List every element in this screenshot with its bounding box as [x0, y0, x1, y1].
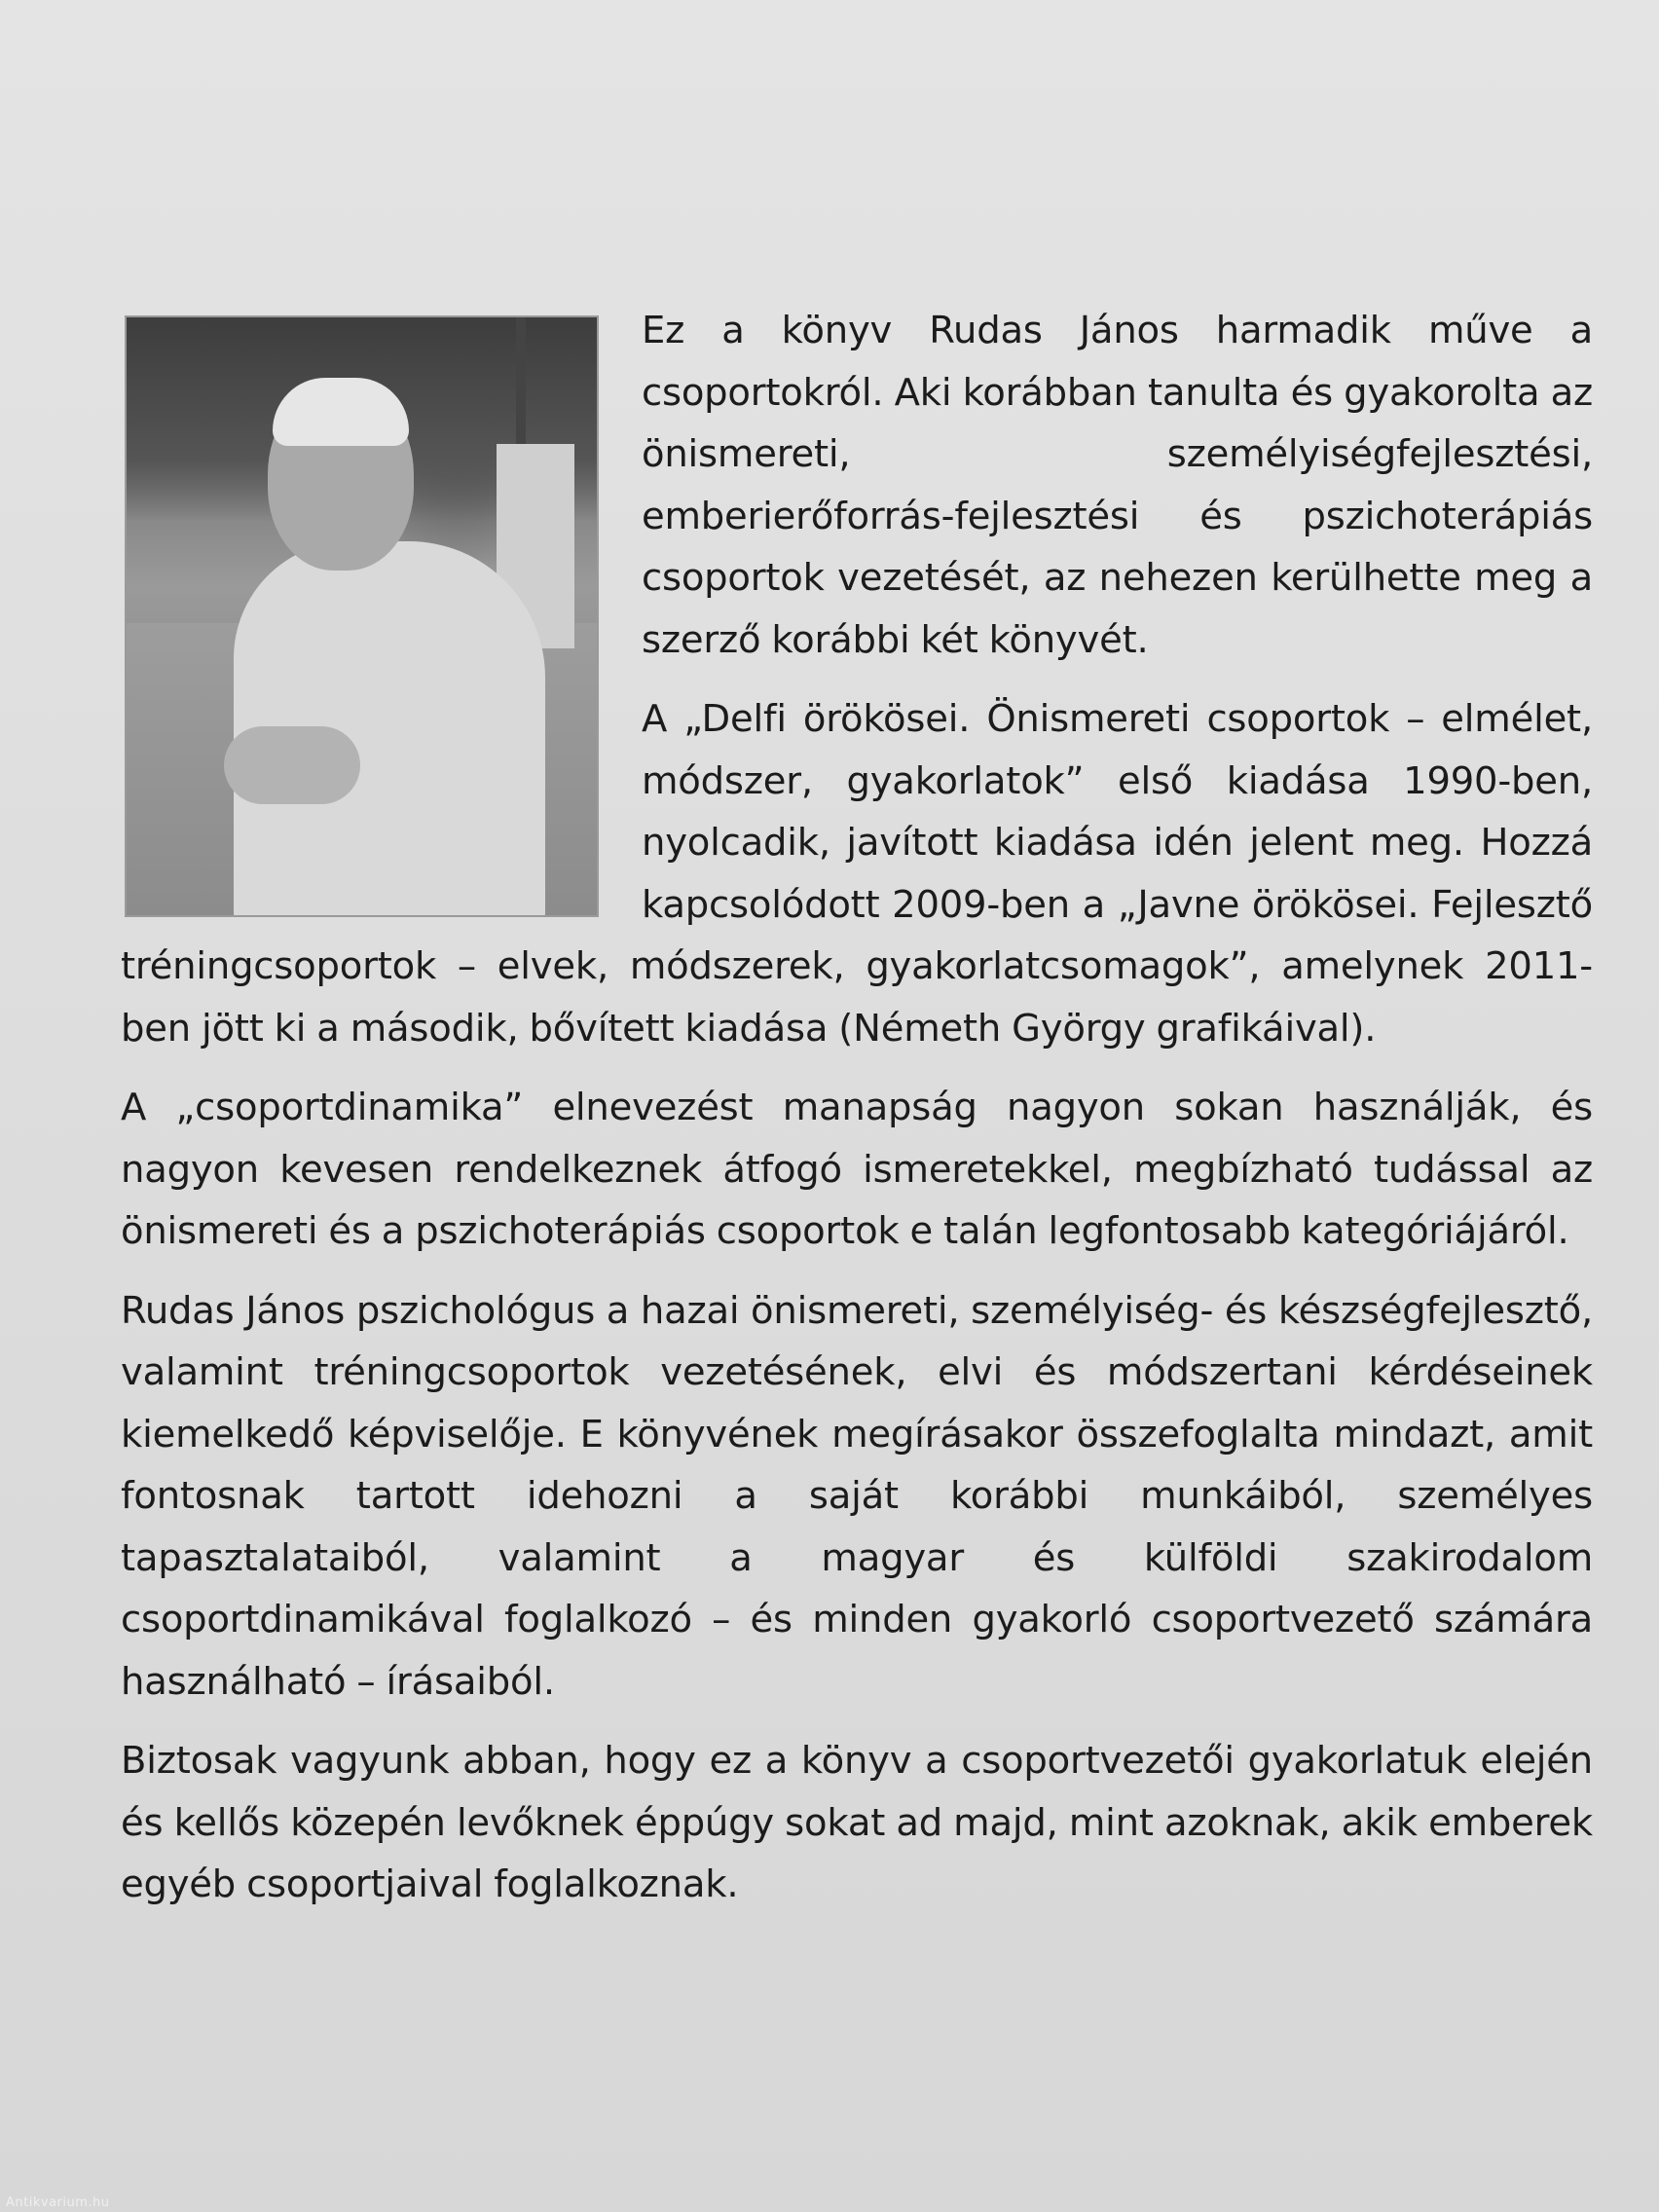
paragraph-3: A „csoportdinamika” elnevezést manapság nagyon sokan használják, és nagyon kevesen rendelkeznek átfogó ismeretekkel, megbízható tudással az önismereti és a pszichoterápiás csoportok e talán legfontosabb kategóriájáról.	[121, 1086, 1593, 1253]
paragraph-5: Biztosak vagyunk abban, hogy ez a könyv a csoportvezetői gyakorlatuk elején és kellős közepén levőknek éppúgy sokat ad majd, mint azoknak, akik emberek egyéb csoportjaival foglalkoznak.	[121, 1739, 1593, 1906]
author-photo	[125, 315, 599, 917]
paragraph-2: A „Delfi örökösei. Önismereti csoportok – elmélet, módszer, gyakorlatok” első kiadása 1990-ben, nyolcadik, javított kiadása idén jelent meg. Hozzá kapcsolódott 2009-ben a „Javne örökösei. Fejlesztő tréningcsoportok – elvek, módszerek, gyakorlatcsomagok”, amelynek 2011-ben jött ki a második, bővített kiadása (Németh György grafikáival).	[121, 697, 1593, 1051]
paragraph-4: Rudas János pszichológus a hazai önismereti, személyiség- és készségfejlesztő, valamint tréningcsoportok vezetésének, elvi és módszertani kérdéseinek kiemelkedő képviselője. E könyvének megírásakor összefoglalta mindazt, amit fontosnak tartott idehozni a saját korábbi munkáiból, személyes tapasztalataiból, valamint a magyar és külföldi szakirodalom csoportdinamikával foglalkozó – és minden gyakorló csoportvezető számára használható – írásaiból.	[121, 1288, 1593, 1704]
photo-person-arm	[224, 726, 360, 804]
photo-person-hair	[273, 378, 409, 446]
paragraph-1: Ez a könyv Rudas János harmadik műve a csoportokról. Aki korábban tanulta és gyakorolta az önismereti, személyiségfejlesztési, emberierőforrás-fejlesztési és pszichoterápiás csoportok vezetését, az nehezen kerülhette meg a szerző korábbi két könyvét.	[642, 309, 1593, 662]
watermark: Antikvarium.hu	[6, 2195, 110, 2210]
blurb-text	[121, 300, 1593, 1934]
